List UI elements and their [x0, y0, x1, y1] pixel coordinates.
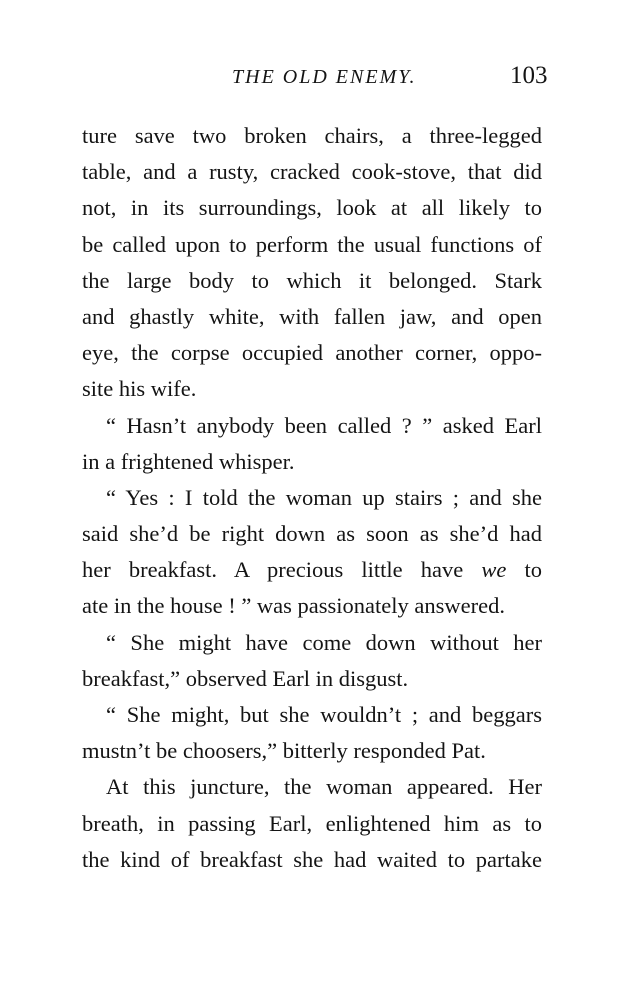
text-line: site his wife.	[82, 376, 197, 402]
page-header	[0, 60, 625, 96]
italic-word: we	[481, 557, 507, 583]
text-line: “ She might, but she wouldn’t ; and beggars	[106, 702, 542, 727]
text-line: ate in the house ! ” was passionately answered.	[82, 593, 505, 619]
text-line: the large body to which it belonged. Stark	[82, 267, 542, 293]
text-line: not, in its surroundings, look at all likely to	[82, 195, 542, 221]
text-line: eye, the corpse occupied another corner, oppo-	[82, 340, 542, 366]
body-text	[82, 118, 542, 878]
text-line: ture save two broken chairs, a three-legged	[82, 123, 542, 148]
text-segment: her breakfast. A precious little have	[82, 557, 482, 583]
page-number: 103	[510, 62, 548, 89]
text-line	[82, 552, 542, 588]
running-head: THE OLD ENEMY.	[232, 66, 417, 88]
text-line: said she’d be right down as soon as she’d had	[82, 521, 542, 547]
text-line: table, and a rusty, cracked cook-stove, that did	[82, 159, 542, 185]
text-segment: to	[506, 557, 542, 583]
text-line: mustn’t be choosers,” bitterly responded Pat.	[82, 738, 486, 764]
text-line: “ She might have come down without her	[106, 629, 542, 655]
text-line: be called upon to perform the usual functions of	[82, 231, 542, 257]
text-line: the kind of breakfast she had waited to partake	[82, 846, 542, 872]
text-line: in a frightened whisper.	[82, 448, 295, 474]
text-line: “ Yes : I told the woman up stairs ; and she	[106, 484, 542, 510]
text-line: and ghastly white, with fallen jaw, and open	[82, 303, 542, 329]
text-line: At this juncture, the woman appeared. Her	[106, 774, 542, 800]
text-line: breakfast,” observed Earl in disgust.	[82, 665, 409, 691]
text-line: “ Hasn’t anybody been called ? ” asked Earl	[106, 412, 542, 438]
text-line: breath, in passing Earl, enlightened him as to	[82, 810, 542, 836]
